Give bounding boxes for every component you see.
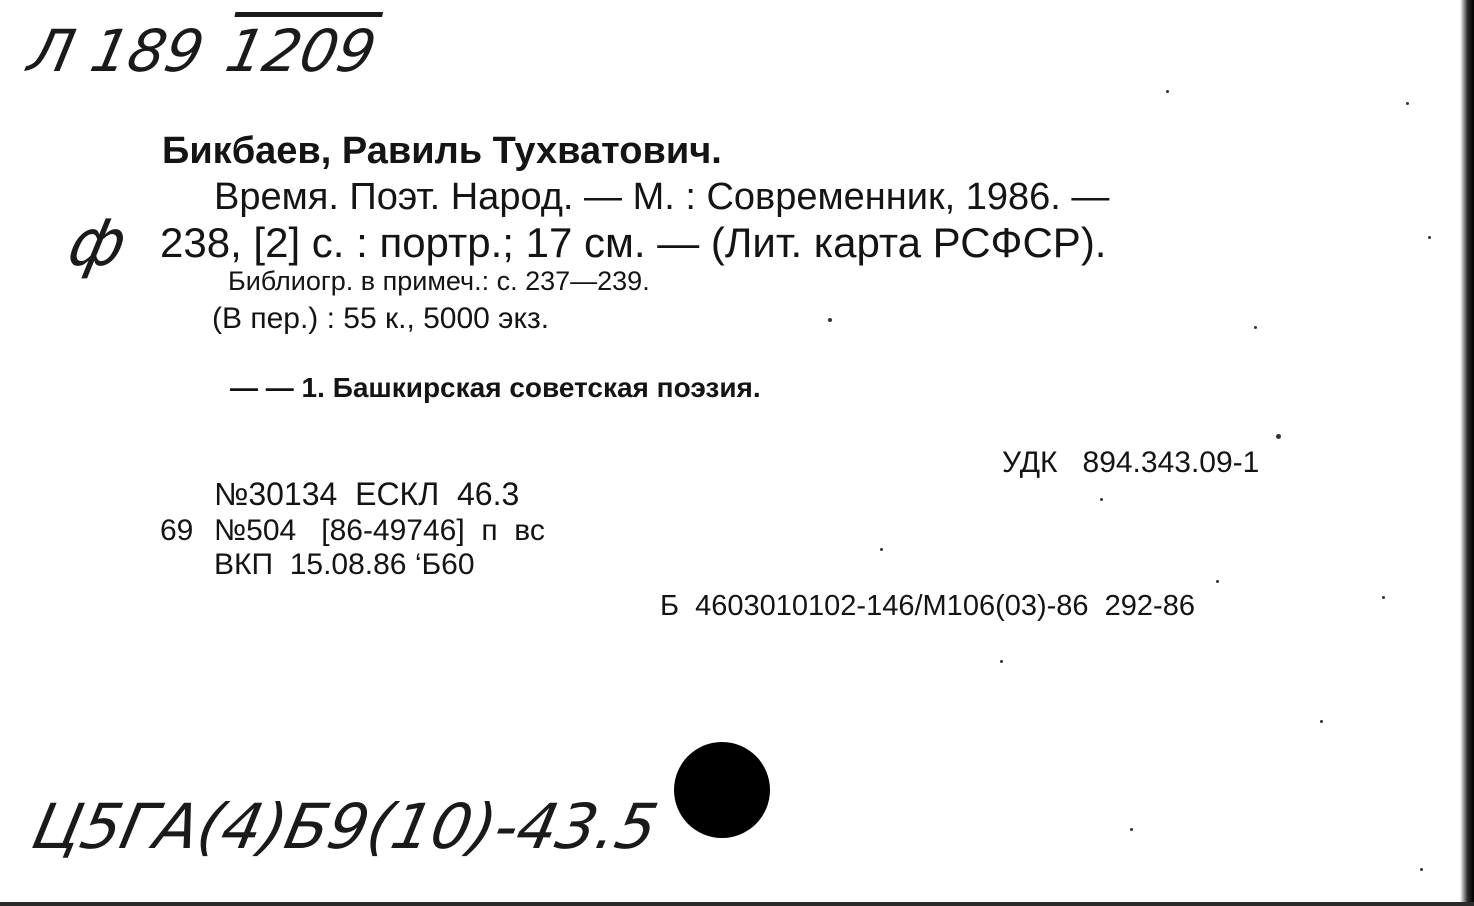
- shelf-mark-right: 1209: [219, 17, 383, 85]
- handwritten-margin-mark: ф: [62, 207, 133, 281]
- scan-speck: [1428, 236, 1431, 239]
- handwritten-classification: Ц5ГА(4)Б9(10)-43.5: [26, 790, 664, 863]
- bibliography-note: Библиогр. в примеч.: с. 237—239.: [228, 266, 650, 296]
- punch-hole: [674, 742, 770, 838]
- scan-speck: [1130, 828, 1133, 831]
- scan-speck: [828, 318, 832, 322]
- physical-description: 238, [2] с. : портр.; 17 см. — (Лит. карта РСФСР).: [160, 219, 1107, 266]
- subject-heading: — — 1. Башкирская советская поэзия.: [230, 372, 761, 403]
- service-line-3: ВКП 15.08.86 ‘Б60: [214, 548, 475, 581]
- handwritten-shelf-mark: [22, 17, 383, 85]
- scan-speck: [1000, 660, 1003, 663]
- scan-speck: [880, 548, 883, 551]
- scan-speck: [1166, 90, 1169, 93]
- scan-speck: [1320, 720, 1323, 723]
- scan-speck: [1406, 102, 1409, 105]
- scan-speck: [1216, 580, 1219, 583]
- scan-edge-bottom: [0, 902, 1474, 906]
- shelf-mark-left: Л 189: [22, 17, 210, 85]
- scan-speck: [1420, 868, 1423, 871]
- publication-code: Б 4603010102-146/М106(03)-86 292-86: [660, 590, 1195, 622]
- service-line-2-prefix: 69: [160, 514, 194, 547]
- scan-speck: [1100, 498, 1103, 501]
- udk-code: УДК 894.343.09-1: [1002, 446, 1260, 479]
- service-line-1: №30134 ЕСКЛ 46.3: [214, 476, 520, 512]
- price-note: (В пер.) : 55 к., 5000 экз.: [212, 302, 550, 335]
- title-line: Время. Поэт. Народ. — М. : Современник, 1986. —: [214, 176, 1110, 218]
- scan-speck: [1254, 326, 1257, 329]
- service-line-2: №504 [86-49746] п вс: [214, 514, 545, 547]
- scan-speck: [1276, 434, 1281, 439]
- scan-edge-right: [1460, 0, 1474, 906]
- author-heading: Бикбаев, Равиль Тухватович.: [162, 130, 722, 172]
- scan-speck: [1382, 596, 1385, 599]
